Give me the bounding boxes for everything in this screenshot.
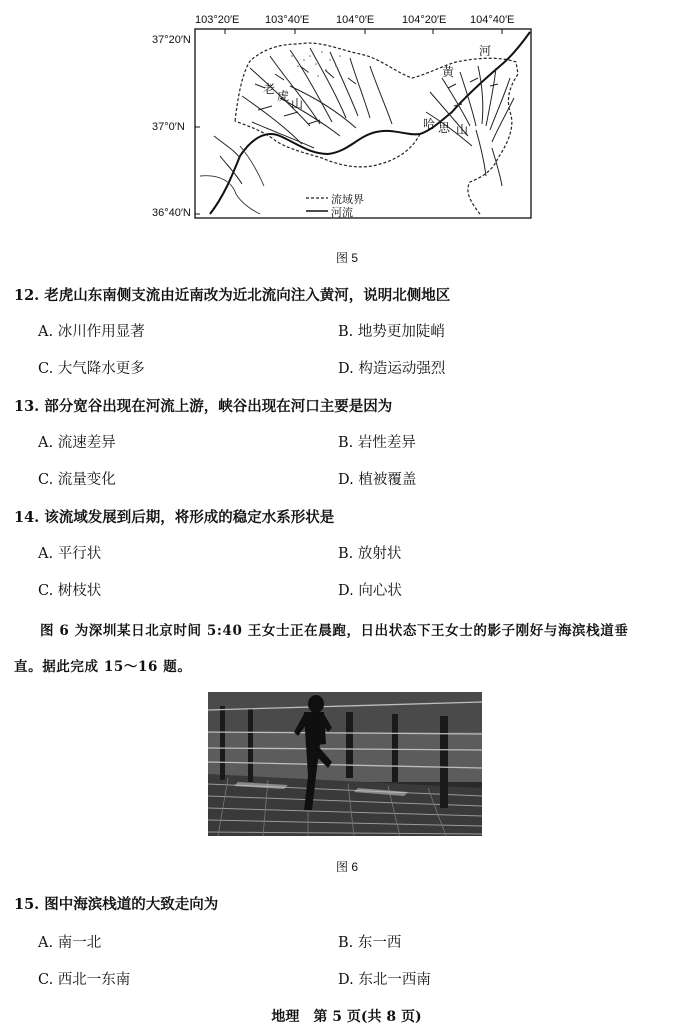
option: C. 西北一东南 xyxy=(38,972,131,988)
lon-label: 103°40′E xyxy=(265,14,310,26)
option: C. 树枝状 xyxy=(38,583,102,599)
map-label: 山 xyxy=(456,123,469,137)
map-label: 思 xyxy=(438,121,451,135)
figure-caption: 图 5 xyxy=(336,251,359,265)
option: B. 地势更加陡峭 xyxy=(338,324,445,340)
option: D. 东北一西南 xyxy=(338,972,431,988)
map-label: 河 xyxy=(479,44,492,58)
lon-label: 103°20′E xyxy=(195,14,240,26)
option: B. 东一西 xyxy=(338,935,402,951)
page-footer: 地理 第 5 页(共 8 页) xyxy=(271,1009,422,1025)
map-label: 哈 xyxy=(423,117,436,131)
option: C. 大气降水更多 xyxy=(38,361,145,377)
option: A. 流速差异 xyxy=(38,435,116,451)
legend-boundary-label: 流域界 xyxy=(331,193,364,206)
option: A. 平行状 xyxy=(38,546,102,562)
option: A. 冰川作用显著 xyxy=(38,324,145,340)
option: D. 植被覆盖 xyxy=(338,472,417,488)
lat-label: 37°0′N xyxy=(152,121,185,133)
figure-caption: 图 6 xyxy=(336,860,359,874)
boardwalk-photo xyxy=(208,692,482,836)
question-stem: 13. 部分宽谷出现在河流上游，峡谷出现在河口主要是因为 xyxy=(14,398,393,415)
option: A. 南一北 xyxy=(38,935,102,951)
question-stem: 15. 图中海滨栈道的大致走向为 xyxy=(14,896,219,913)
option: D. 构造运动强烈 xyxy=(338,361,446,377)
question-stem: 14. 该流域发展到后期，将形成的稳定水系形状是 xyxy=(14,509,335,526)
intro-line: 直。据此完成 15～16 题。 xyxy=(14,659,192,675)
option: B. 岩性差异 xyxy=(338,435,416,451)
option: B. 放射状 xyxy=(338,546,402,562)
legend-river-label: 河流 xyxy=(331,206,353,219)
lon-label: 104°40′E xyxy=(470,14,515,26)
lat-label: 37°20′N xyxy=(152,34,191,46)
map-label: 老 xyxy=(263,82,276,96)
option: D. 向心状 xyxy=(338,583,402,599)
lon-label: 104°0′E xyxy=(336,14,375,26)
question-stem: 12. 老虎山东南侧支流由近南改为近北流向注入黄河，说明北侧地区 xyxy=(14,287,451,304)
intro-line: 图 6 为深圳某日北京时间 5:40 王女士正在晨跑，日出状态下王女士的影子刚好与海滨栈道垂 xyxy=(40,623,629,639)
map-label: 山 xyxy=(291,97,304,111)
map-label: 虎 xyxy=(277,89,290,103)
option: C. 流量变化 xyxy=(38,472,116,488)
lon-label: 104°20′E xyxy=(402,14,447,26)
map-label: 黄 xyxy=(442,65,455,79)
lat-label: 36°40′N xyxy=(152,207,191,219)
